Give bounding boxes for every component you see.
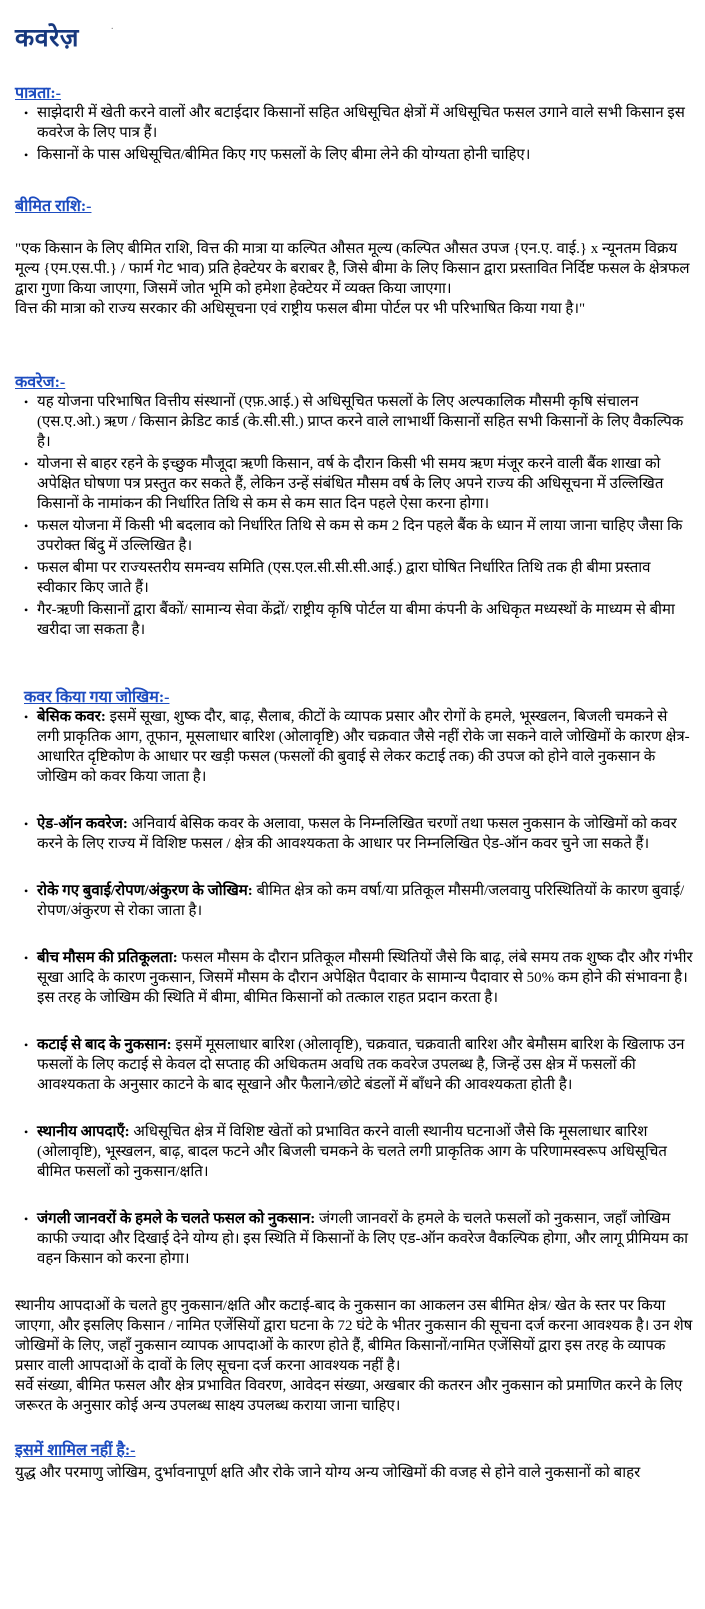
section-heading-exclusions: इसमें शामिल नहीं है:-: [15, 1442, 136, 1459]
page-title: कवरेज़: [15, 25, 79, 52]
section-sum-insured: [15, 194, 693, 216]
eligibility-list: [15, 103, 693, 165]
risk-item-text: बीमित क्षेत्र को कम वर्षा/या प्रतिकूल मौसमी/जलवायु परिस्थितियों के कारण बुवाई/रोपण/अंकुरण से रोका जाता है।: [37, 883, 685, 919]
paragraph-line: सर्वे संख्या, बीमित फसल और क्षेत्र प्रभावित विवरण, आवेदन संख्या, अखबार की कतरन और नुकसान को प्रमाणित करने के लिए जरूरत के अनुसार कोई अन्य उपलब्ध साक्ष्य उपलब्ध कराया जाना चाहिए।: [15, 1378, 683, 1414]
list-item: • किसानों के पास अधिसूचित/बीमित किए गए फसलों के लिए बीमा लेने की योग्यता होनी चाहिए।: [37, 145, 693, 165]
exclusions-text: युद्ध और परमाणु जोखिम, दुर्भावनापूर्ण क्षति और रोके जाने योग्य अन्य जोखिमों की वजह से होने वाले नुकसानों को बाहर: [15, 1465, 641, 1481]
list-item: • योजना से बाहर रहने के इच्छुक मौजूदा ऋणी किसान, वर्ष के दौरान किसी भी समय ऋण मंजूर करने वाली बैंक शाखा को अपेक्षित घोषणा पत्र प्रस्तुत कर सकते हैं, लेकिन उन्हें संबंधित मौसम वर्ष के लिए अपने राज्य की अधिसूचना में उल्लिखित किसानों के नामांकन की निर्धारित तिथि से कम से कम सात दिन पहले ऐसा करना होगा।: [37, 454, 693, 514]
risk-item-text: इसमें मूसलाधार बारिश (ओलावृष्टि), चक्रवात, चक्रवाती बारिश और बेमौसम बारिश के खिलाफ उन फसलों के लिए कटाई से केवल दो सप्ताह की अधिकतम अवधि तक कवरेज उपलब्ध है, जिन्हें उस क्षेत्र में फसलों की आवश्यकता के अनुसार काटने के बाद सूखाने और फैलाने/छोटे बंडलों में बाँधने की आवश्यकता होती है।: [37, 1037, 685, 1093]
list-item: • फसल बीमा पर राज्यस्तरीय समन्वय समिति (एस.एल.सी.सी.सी.आई.) द्वारा घोषित निर्धारित तिथि तक ही बीमा प्रस्ताव स्वीकार किए जाते हैं।: [37, 558, 693, 598]
sum-insured-paragraph: [15, 239, 693, 319]
paragraph-line: स्थानीय आपदाओं के चलते हुए नुकसान/क्षति और कटाई-बाद के नुकसान का आकलन उस बीमित क्षेत्र/ खेत के स्तर पर किया जाएगा, और इसलिए किसान / नामित एजेंसियों द्वारा घटना के 72 घंटे के भीतर नुकसान की सूचना दर्ज करना आवश्यक है। उन शेष जोखिमों के लिए, जहाँ नुकसान व्यापक आपदाओं के कारण होते हैं, बीमित किसानों/नामित एजेंसियों द्वारा इस तरह के व्यापक प्रसार वाली आपदाओं के दावों के लिए सूचना दर्ज करना आवश्यक नहीं है।: [15, 1298, 693, 1374]
section-heading-coverage: कवरेज:-: [15, 374, 66, 391]
list-item: [37, 814, 693, 854]
list-item: • यह योजना परिभाषित वित्तीय संस्थानों (एफ़.आई.) से अधिसूचित फसलों के लिए अल्पकालिक मौसमी कृषि संचालन (एस.ए.ओ.) ऋण / किसान क्रेडिट कार्ड (के.सी.सी.) प्राप्त करने वाले लाभार्थी किसानों सहित सभी किसानों के लिए वैकल्पिक है।: [37, 392, 693, 452]
risk-item-lead: बेसिक कवर:: [37, 709, 106, 725]
list-item: [37, 948, 693, 1008]
risks-covered-list: [15, 707, 693, 1269]
list-item: • साझेदारी में खेती करने वालों और बटाईदार किसानों सहित अधिसूचित क्षेत्रों में अधिसूचित फसल उगाने वाले सभी किसान इस कवरेज के लिए पात्र हैं।: [37, 103, 693, 143]
risk-item-text: फसल मौसम के दौरान प्रतिकूल मौसमी स्थितियों जैसे कि बाढ़, लंबे समय तक शुष्क दौर और गंभीर सूखा आदि के कारण नुकसान, जिसमें मौसम के दौरान अपेक्षित पैदावार के सामान्य पैदावार से 50% कम होने की संभावना है। इस तरह के जोखिम की स्थिति में बीमा, बीमित किसानों को तत्काल राहत प्रदान करता है।: [37, 950, 693, 1006]
list-item: [37, 881, 693, 921]
section-eligibility: [15, 81, 693, 103]
risk-item-lead: जंगली जानवरों के हमले के चलते फसल को नुकसान:: [37, 1211, 316, 1227]
risk-item-lead: कटाई से बाद के नुकसान:: [37, 1037, 172, 1053]
paragraph-line: "एक किसान के लिए बीमित राशि, वित्त की मात्रा या कल्पित औसत मूल्य (कल्पित औसत उपज {एन.ए. वाई.} x न्यूनतम विक्रय मूल्य {एम.एस.पी.} / फार्म गेट भाव) प्रति हेक्टेयर के बराबर है, जिसे बीमा के लिए किसान द्वारा प्रस्तावित निर्दिष्ट फसल के क्षेत्रफल द्वारा गुणा किया जाएगा, जिसमें जोत भूमि को हमेशा हेक्टेयर में व्यक्त किया जाएगा।: [15, 241, 690, 297]
section-heading-risks-covered: कवर किया गया जोखिम:-: [24, 689, 170, 706]
section-heading-eligibility: पात्रता:-: [15, 85, 61, 102]
assessment-paragraph: [15, 1296, 693, 1416]
section-heading-sum-insured: बीमित राशि:-: [15, 198, 92, 215]
section-coverage: [15, 370, 693, 392]
risk-item-text: इसमें सूखा, शुष्क दौर, बाढ़, सैलाब, कीटों के व्यापक प्रसार और रोगों के हमले, भूस्खलन, बिजली चमकने से लगी प्राकृतिक आग, तूफान, मूसलाधार बारिश (ओलावृष्टि) और चक्रवात जैसे नहीं रोके जा सकने वाले जोखिमों के कारण क्षेत्र-आधारित दृष्टिकोण के आधार पर खड़ी फसल (फसलों की बुवाई से लेकर कटाई तक) की उपज को होने वाले नुकसान के जोखिम को कवर किया जाता है।: [37, 709, 690, 785]
risk-item-lead: स्थानीय आपदाएँ:: [37, 1124, 130, 1140]
list-item: [37, 707, 693, 787]
risk-item-lead: बीच मौसम की प्रतिकूलता:: [37, 950, 178, 966]
title-row: [15, 20, 693, 54]
list-item: • फसल योजना में किसी भी बदलाव को निर्धारित तिथि से कम से कम 2 दिन पहले बैंक के ध्यान में लाया जाना चाहिए जैसा कि उपरोक्त बिंदु में उल्लिखित है।: [37, 516, 693, 556]
title-mark: .: [110, 20, 114, 32]
list-item: • गैर-ऋणी किसानों द्वारा बैंकों/ सामान्य सेवा केंद्रों/ राष्ट्रीय कृषि पोर्टल या बीमा कंपनी के अधिकृत मध्यस्थों के माध्यम से बीमा खरीदा जा सकता है।: [37, 600, 693, 640]
section-risks-covered: [15, 685, 693, 707]
list-item: [37, 1035, 693, 1095]
coverage-list: [15, 392, 693, 640]
section-exclusions: [15, 1438, 693, 1460]
risk-item-lead: ऐड-ऑन कवरेज:: [37, 816, 128, 832]
risk-item-text: अनिवार्य बेसिक कवर के अलावा, फसल के निम्नलिखित चरणों तथा फसल नुकसान के जोखिमों को कवर करने के लिए राज्य में विशिष्ट फसल / क्षेत्र की आवश्यकता के आधार पर निम्नलिखित ऐड-ऑन कवर चुने जा सकते हैं।: [37, 816, 677, 852]
risk-item-text: अधिसूचित क्षेत्र में विशिष्ट खेतों को प्रभावित करने वाली स्थानीय घटनाओं जैसे कि मूसलाधार बारिश (ओलावृष्टि), भूस्खलन, बाढ़, बादल फटने और बिजली चमकने के चलते लगी प्राकृतिक आग के परिणामस्वरूप अधिसूचित बीमित फसलों को नुकसान/क्षति।: [37, 1124, 667, 1180]
list-item: [37, 1122, 693, 1182]
paragraph-line: वित्त की मात्रा को राज्य सरकार की अधिसूचना एवं राष्ट्रीय फसल बीमा पोर्टल पर भी परिभाषित किया गया है।": [15, 301, 586, 317]
risk-item-text: जंगली जानवरों के हमले के चलते फसलों को नुकसान, जहाँ जोखिम काफी ज्यादा और दिखाई देने योग्य हो। इस स्थिति में किसानों के लिए एड-ऑन कवरेज वैकल्पिक होगा, और लागू प्रीमियम का वहन किसान को करना होगा।: [37, 1211, 689, 1267]
risk-item-lead: रोके गए बुवाई/रोपण/अंकुरण के जोखिम:: [37, 883, 253, 899]
list-item: [37, 1209, 693, 1269]
